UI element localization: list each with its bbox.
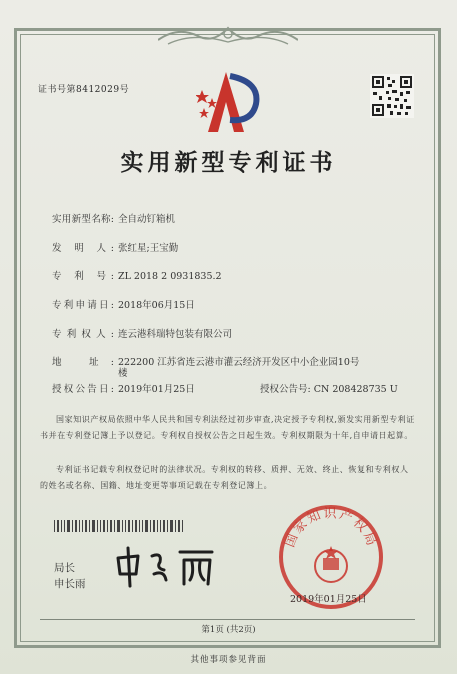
field-label: 专利权人: — [52, 329, 114, 340]
page-number: 第1页 (共2页) — [201, 625, 256, 635]
field-label: 地 址: — [52, 357, 114, 368]
field-patentee — [52, 326, 232, 340]
seal-date: 2019年01月25日 — [290, 594, 367, 605]
field-label: 专 利 号: — [52, 271, 114, 282]
cnipa-logo-icon — [196, 68, 262, 136]
field-value: ZL 2018 2 0931835.2 — [118, 271, 222, 282]
qr-code-icon — [370, 74, 414, 118]
field-address — [52, 354, 359, 368]
field-inventor — [52, 240, 178, 254]
footer-note: 其他事项参见背面 — [190, 655, 267, 665]
field-filing-date — [52, 297, 195, 311]
field-value: 2018年06月15日 — [118, 300, 195, 311]
director-block — [54, 560, 86, 592]
divider — [40, 619, 415, 620]
svg-text:国家知识产权局: 国家知识产权局 — [282, 506, 380, 550]
field-value: 连云港科瑞特包装有限公司 — [118, 329, 233, 340]
director-signature — [112, 544, 222, 590]
field-publication-number: 授权公告号: CN 208428735 U — [260, 384, 398, 395]
field-patent-number — [52, 268, 222, 282]
field-value: 全自动钉箱机 — [118, 214, 176, 225]
certificate-number: 证书号第8412029号 — [38, 85, 130, 95]
director-title: 局长 — [54, 562, 75, 574]
paragraph-legal-status: 专利证书记载专利权登记时的法律状况。专利权的转移、质押、无效、终止、恢复和专利权人的姓名或名称、国籍、地址变更等事项记载在专利登记簿上。 — [40, 465, 409, 490]
field-value: 张红星;王宝勤 — [118, 243, 179, 254]
paragraph-grant-statement: 国家知识产权局依照中华人民共和国专利法经过初步审查,决定授予专利权,颁发实用新型专利证书并在专利登记簿上予以登记。专利权自授权公告之日起生效。专利权期限为十年,自申请日起算。 — [40, 415, 415, 440]
director-name: 申长雨 — [54, 578, 86, 590]
field-address-continued: 楼 — [118, 368, 128, 379]
field-value: 222200 江苏省连云港市灌云经济开发区中小企业园10号 — [118, 357, 360, 368]
barcode-icon — [54, 520, 184, 532]
field-label: 实用新型名称: — [52, 214, 114, 225]
field-publication-date — [52, 381, 195, 395]
top-ornament — [158, 22, 298, 48]
field-label: 专利申请日: — [52, 300, 114, 311]
field-label: 授权公告日: — [52, 384, 114, 395]
field-label: 发 明 人: — [52, 243, 114, 254]
field-value: 2019年01月25日 — [118, 384, 195, 395]
page-title: 实用新型专利证书 — [120, 149, 337, 176]
field-utility-model-name — [52, 211, 175, 225]
